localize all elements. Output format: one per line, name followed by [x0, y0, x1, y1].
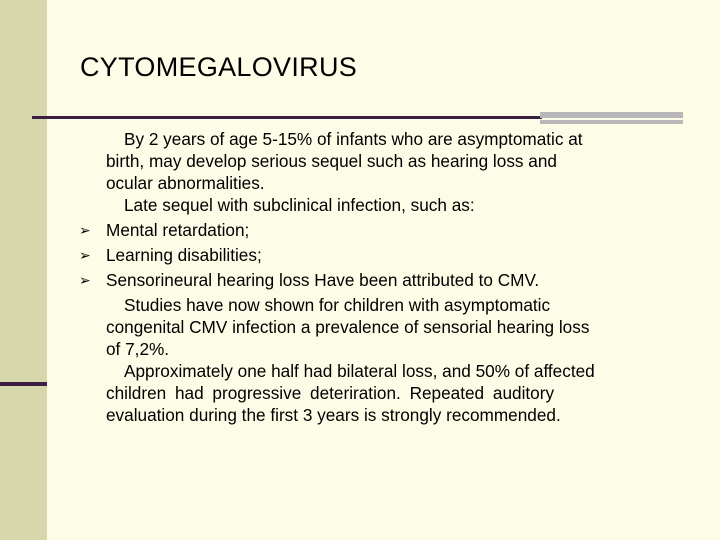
slide-body — [79, 128, 686, 426]
bullet-text: Learning disabilities; — [106, 245, 262, 265]
bullet-item — [79, 244, 686, 266]
left-decorative-strip — [0, 0, 47, 540]
paragraph-1-line-2: birth, may develop serious sequel such as hearing loss and — [106, 151, 557, 171]
arrowhead-bullet-icon: ➢ — [79, 247, 91, 263]
paragraph-4-line-3: evaluation during the first 3 years is strongly recommended. — [106, 405, 561, 425]
paragraph-4-line-1: Approximately one half had bilateral loss, and 50% of affected — [124, 361, 595, 381]
title-gray-rule-top — [540, 112, 683, 118]
title-underline — [32, 116, 542, 119]
paragraph-3 — [106, 294, 686, 360]
paragraph-3-line-2: congenital CMV infection a prevalence of sensorial hearing loss — [106, 317, 590, 337]
arrowhead-bullet-icon: ➢ — [79, 222, 91, 238]
paragraph-3-line-1: Studies have now shown for children with asymptomatic — [124, 295, 551, 315]
bullet-text: Mental retardation; — [106, 220, 250, 240]
left-accent-bar — [0, 382, 47, 386]
paragraph-4-line-2: children had progressive deteriration. Repeated auditory — [106, 383, 555, 403]
paragraph-3-line-3: of 7,2%. — [106, 339, 170, 359]
paragraph-4 — [106, 360, 686, 426]
bullet-item — [79, 219, 686, 241]
bullet-text: Sensorineural hearing loss Have been attributed to CMV. — [106, 270, 540, 290]
paragraph-1-line-3: ocular abnormalities. — [106, 173, 265, 193]
paragraph-2 — [106, 194, 686, 216]
slide-title: CYTOMEGALOVIRUS — [80, 52, 358, 82]
paragraph-1-line-1: By 2 years of age 5-15% of infants who are asymptomatic at — [124, 129, 583, 149]
paragraph-2-text: Late sequel with subclinical infection, such as: — [124, 195, 475, 215]
bullet-item — [79, 269, 686, 291]
arrowhead-bullet-icon: ➢ — [79, 272, 91, 288]
title-gray-rule-bottom — [540, 120, 683, 124]
paragraph-1 — [106, 128, 686, 194]
